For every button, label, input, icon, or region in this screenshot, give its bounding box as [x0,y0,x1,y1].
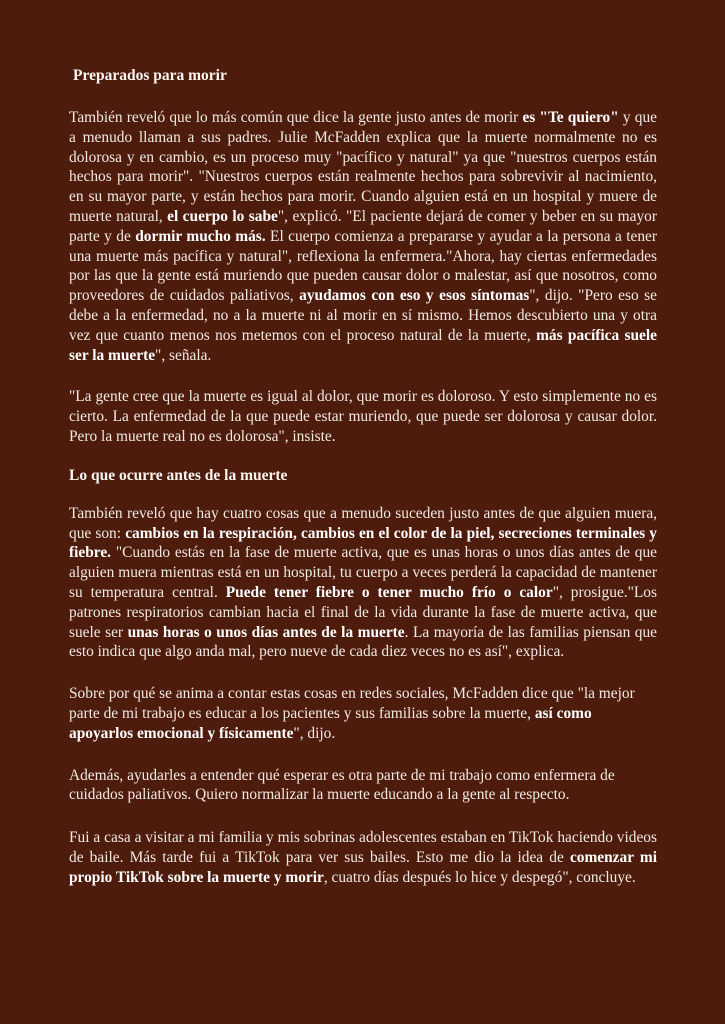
section-heading-preparados: Preparados para morir [73,67,227,84]
text-run: También reveló que lo más común que dice la gente justo antes de morir [69,109,523,126]
bold-text-run: cambios en la respiración, cambios en el color de la piel, secreciones terminales y fiebre. [69,524,657,562]
text-run: Sobre por qué se anima a contar estas cosas en redes sociales, McFadden dice que "la mejor parte de mi trabajo es educar a los pacientes y sus familias sobre la muerte, [69,685,635,722]
text-run: También reveló que hay cuatro cosas que a menudo suceden justo antes de que alguien muera, que son: [69,504,657,542]
text-run: ", señala. [155,346,212,364]
paragraph [69,766,657,806]
text-run: ", prosigue."Los patrones respiratorios cambian hacia el final de la vida durante la fase de muerte activa, que suele ser [69,583,657,641]
bold-text-run: así como apoyarlos emocional y físicamente [69,704,592,742]
bold-text-run: es "Te quiero" [522,109,619,126]
section-heading-antes-de-la-muerte: Lo que ocurre antes de la muerte [69,466,288,484]
text-run: Fui a casa a visitar a mi familia y mis sobrinas adolescentes estaban en TikTok haciendo videos de baile. Más tarde fui a TikTok para ver sus bailes. Esto me dio la idea de [69,829,657,866]
text-run: El cuerpo comienza a prepararse y ayudar a la persona a tener una muerte más pacífica y natural", reflexiona la enfermera."Ahora, hay ciertas enfermedades por las que la gente está muriendo que pueden causar dolor o malestar, así que nosotros, como proveedores de cuidados paliativos, [69,227,657,305]
bold-text-run: ayudamos con eso y esos síntomas [299,287,530,305]
text-run: Además, ayudarles a entender qué esperar es otra parte de mi trabajo como enfermera de cuidados paliativos. Quiero normalizar la muerte educando a la gente al respecto. [69,766,615,804]
bold-text-run: el cuerpo lo sabe [167,207,278,225]
text-run: . La mayoría de las familias piensan que esto indica que algo anda mal, pero nueve de cada diez veces no es así", explica. [69,623,658,661]
bold-text-run: dormir mucho más. [135,227,266,245]
text-run: ", dijo. [293,724,336,742]
text-run: , cuatro días después lo hice y despegó", concluye. [323,868,636,886]
text-run: "La gente cree que la muerte es igual al dolor, que morir es doloroso. Y esto simplemente no es cierto. La enfermedad de la que puede estar muriendo, que puede ser dolorosa y causar dolor. Pero la muerte real no es dolorosa", insiste. [69,388,657,445]
bold-text-run: unas horas o unos días antes de la muerte [127,623,405,641]
bold-text-run: Puede tener fiebre o tener mucho frío o calor [225,583,553,601]
paragraph [69,108,657,365]
text-run: "Cuando estás en la fase de muerte activa, que es unas horas o unos días antes de que alguien muera mientras está en un hospital, tu cuerpo a veces perderá la capacidad de mantener su temperatura central. [69,544,657,601]
paragraph [69,828,657,887]
paragraph [69,504,657,662]
text-run: ", dijo. "Pero eso se debe a la enfermedad, no a la muerte ni al morir en sí mismo. Hemos descubierto una y otra vez que cuanto menos nos metemos con el proceso natural de la muerte, [69,287,657,344]
text-run: ", explicó. "El paciente dejará de comer y beber en su mayor parte y de [69,207,657,245]
text-run: y que a menudo llaman a sus padres. Julie McFadden explica que la muerte normalmente no es dolorosa y en cambio, es un proceso muy "pacífico y natural" ya que "nuestros cuerpos están hechos para morir". "Nuestros cuerpos están realmente hechos para sobrevivir al nacimiento, en su mayor parte, y están hechos para morir. Cuando alguien está en un hospital y muere de muerte natural, [69,109,657,225]
paragraph [69,387,657,446]
paragraph [69,684,657,743]
bold-text-run: más pacífica suele ser la muerte [69,326,657,364]
bold-text-run: comenzar mi propio TikTok sobre la muerte y morir [69,848,657,886]
